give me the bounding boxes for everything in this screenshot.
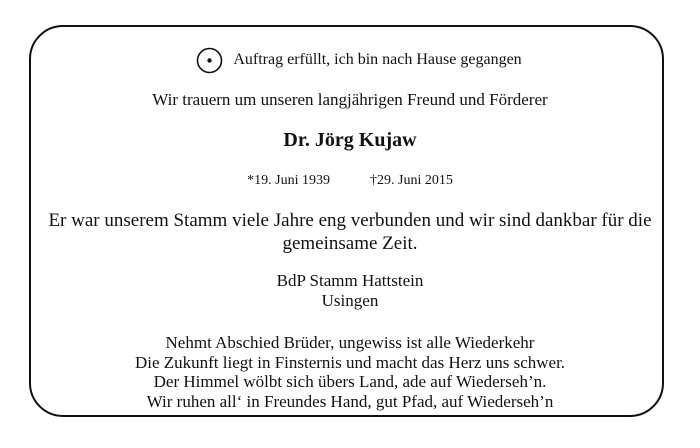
poem-line: Wir ruhen all‘ in Freundes Hand, gut Pfad, auf Wiederseh’n xyxy=(146,391,554,411)
circle-dot-icon xyxy=(196,47,223,74)
death-date: †29. Juni 2015 xyxy=(370,173,453,188)
motto-text: Auftrag erfüllt, ich bin nach Hause gegangen xyxy=(233,50,522,68)
poem-line: Die Zukunft liegt in Finsternis und macht das Herz uns schwer. xyxy=(134,352,566,372)
birth-date: *19. Juni 1939 xyxy=(247,173,330,188)
organization-name: BdP Stamm Hattstein xyxy=(276,271,424,290)
poem-line: Nehmt Abschied Brüder, ungewiss ist alle Wiederkehr xyxy=(165,333,535,352)
deceased-name: Dr. Jörg Kujaw xyxy=(283,129,417,151)
poem-line: Der Himmel wölbt sich übers Land, ade auf Wiederseh’n. xyxy=(153,372,547,391)
poem-block xyxy=(0,333,700,411)
tribute-line: gemeinsame Zeit. xyxy=(282,233,418,254)
organization-block xyxy=(0,271,700,311)
mourning-line: Wir trauern um unseren langjährigen Freund und Förderer xyxy=(152,90,548,109)
tribute-text xyxy=(0,209,700,255)
life-dates xyxy=(0,173,700,189)
motto-line xyxy=(0,46,700,78)
tribute-line: Er war unserem Stamm viele Jahre eng verbunden und wir sind dankbar für die xyxy=(48,210,652,231)
organization-town: Usingen xyxy=(321,291,379,310)
